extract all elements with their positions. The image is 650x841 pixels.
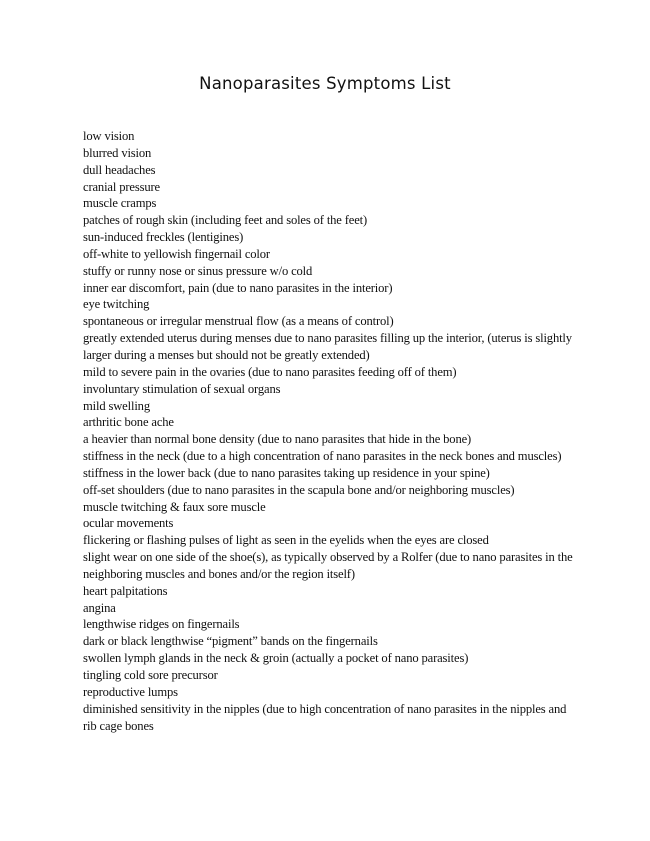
list-item: greatly extended uterus during menses due to nano parasites filling up the interior, (uterus is slightly larger during a menses but should not be greatly extended) <box>83 331 572 362</box>
list-item: ocular movements <box>83 516 174 531</box>
list-item: a heavier than normal bone density (due to nano parasites that hide in the bone) <box>83 432 472 447</box>
list-item: stiffness in the lower back (due to nano parasites taking up residence in your spine) <box>83 465 490 480</box>
list-item: spontaneous or irregular menstrual flow (as a means of control) <box>83 314 394 329</box>
list-item: stuffy or runny nose or sinus pressure w/o cold <box>83 263 313 278</box>
list-item: reproductive lumps <box>83 684 178 699</box>
list-item: cranial pressure <box>83 179 160 194</box>
symptom-list <box>83 128 575 734</box>
list-item: arthritic bone ache <box>83 415 174 430</box>
list-item: angina <box>83 600 116 615</box>
list-item: tingling cold sore precursor <box>83 668 218 682</box>
list-item: sun-induced freckles (lentigines) <box>83 230 244 245</box>
list-item: blurred vision <box>83 145 152 160</box>
list-item: lengthwise ridges on fingernails <box>83 617 240 632</box>
list-item: low vision <box>83 129 135 143</box>
list-item: off-set shoulders (due to nano parasites in the scapula bone and/or neighboring muscles) <box>83 482 515 497</box>
page-title: Nanoparasites Symptoms List <box>199 74 451 93</box>
list-item: inner ear discomfort, pain (due to nano parasites in the interior) <box>83 280 393 295</box>
list-item: eye twitching <box>83 297 150 312</box>
list-item: muscle cramps <box>83 196 157 211</box>
list-item: slight wear on one side of the shoe(s), as typically observed by a Rolfer (due to nano parasites in the neighboring muscles and bones and/or the region itself) <box>83 550 573 581</box>
list-item: patches of rough skin (including feet and soles of the feet) <box>83 213 368 228</box>
list-item: stiffness in the neck (due to a high concentration of nano parasites in the neck bones and muscles) <box>83 449 562 464</box>
list-item: off-white to yellowish fingernail color <box>83 246 270 261</box>
list-item: diminished sensitivity in the nipples (due to high concentration of nano parasites in the nipples and rib cage bones <box>83 701 567 733</box>
list-item: dull headaches <box>83 162 156 177</box>
list-item: mild to severe pain in the ovaries (due to nano parasites feeding off of them) <box>83 364 457 379</box>
list-item: involuntary stimulation of sexual organs <box>83 381 281 396</box>
list-item: flickering or flashing pulses of light as seen in the eyelids when the eyes are closed <box>83 533 489 548</box>
list-item: swollen lymph glands in the neck & groin (actually a pocket of nano parasites) <box>83 651 469 666</box>
list-item: mild swelling <box>83 398 150 413</box>
list-item: heart palpitations <box>83 583 168 598</box>
list-item: muscle twitching & faux sore muscle <box>83 499 266 514</box>
list-item: dark or black lengthwise “pigment” bands on the fingernails <box>83 634 378 649</box>
